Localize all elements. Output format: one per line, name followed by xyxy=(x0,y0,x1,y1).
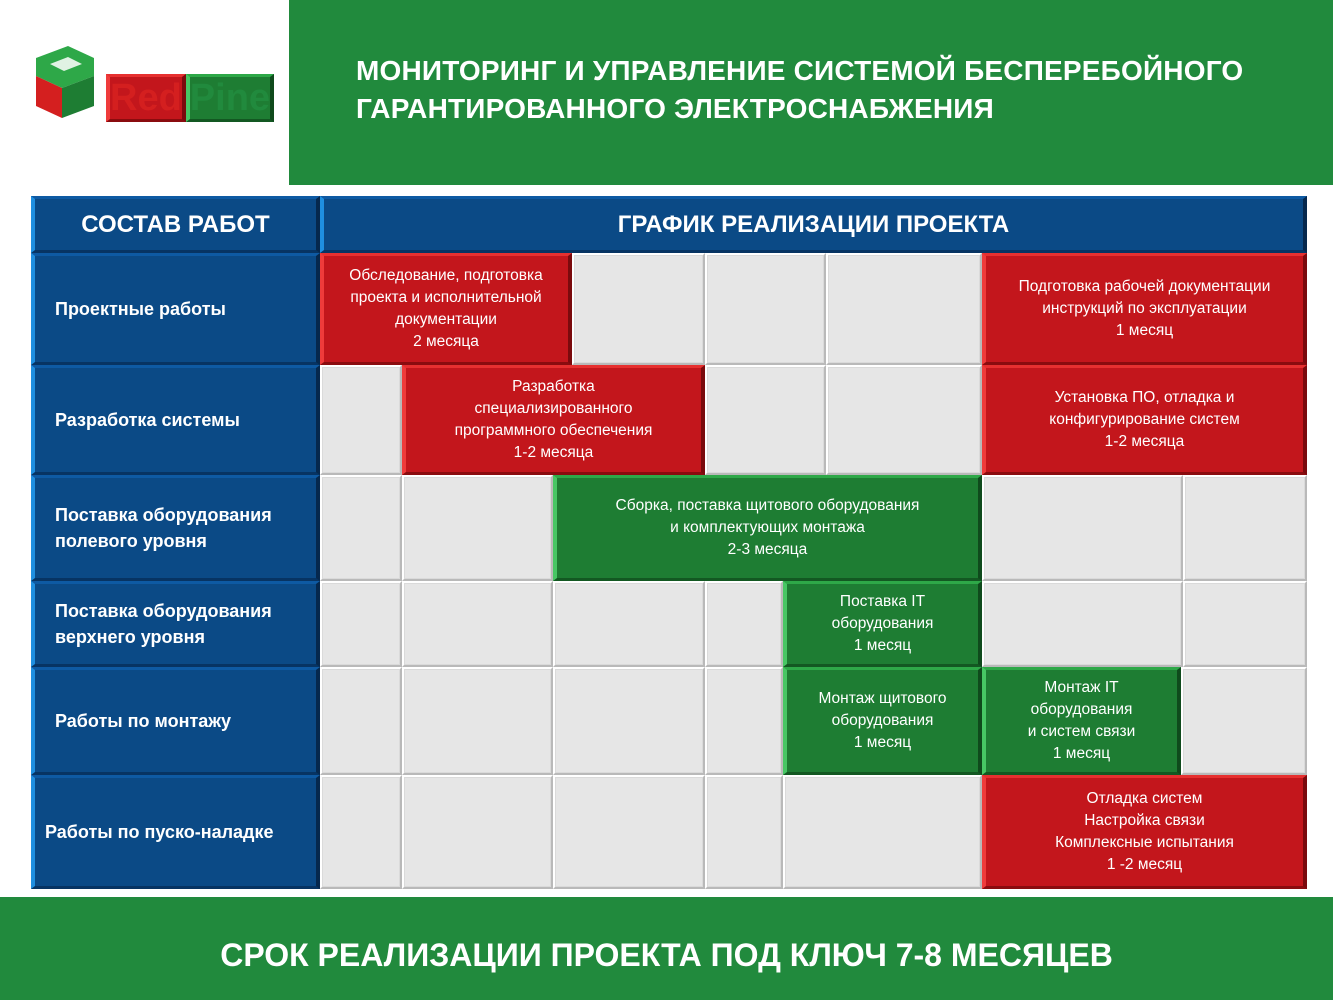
grid-cell xyxy=(826,365,982,475)
task-bar-software-setup: Установка ПО, отладка и конфигурирование систем 1-2 месяца xyxy=(982,365,1307,475)
grid-cell xyxy=(402,475,553,581)
grid-cell xyxy=(320,775,402,889)
row-label-top-equipment xyxy=(31,581,320,667)
redpine-logo xyxy=(28,40,278,130)
task-bar-panel-assembly: Сборка, поставка щитового оборудования и комплектующих монтажа 2-3 месяца xyxy=(553,475,982,581)
grid-cell xyxy=(553,667,705,775)
logo-text xyxy=(106,76,274,120)
grid-cell xyxy=(1183,475,1307,581)
grid-cell xyxy=(320,475,402,581)
page-title xyxy=(356,52,1306,128)
row-label-commissioning: Работы по пуско-наладке xyxy=(31,775,320,889)
grid-cell xyxy=(705,581,783,667)
grid-cell xyxy=(553,581,705,667)
row-label-development: Разработка системы xyxy=(31,365,320,475)
grid-cell xyxy=(572,253,705,365)
grid-cell xyxy=(783,775,982,889)
task-bar-survey: Обследование, подготовка проекта и исполнительной документации 2 месяца xyxy=(320,253,572,365)
row-label-top-equipment-text: Поставка оборудования верхнего уровня xyxy=(55,601,272,647)
grid-cell xyxy=(320,667,402,775)
grid-cell xyxy=(705,365,826,475)
row-label-field-equipment xyxy=(31,475,320,581)
footer-summary: СРОК РЕАЛИЗАЦИИ ПРОЕКТА ПОД КЛЮЧ 7-8 МЕСЯЦЕВ xyxy=(220,937,1113,973)
row-label-field-equipment-text: Поставка оборудования полевого уровня xyxy=(55,505,272,551)
column-header-works: СОСТАВ РАБОТ xyxy=(31,196,320,253)
grid-cell xyxy=(402,775,553,889)
task-bar-software-dev: Разработка специализированного программного обеспечения 1-2 месяца xyxy=(402,365,705,475)
grid-cell xyxy=(705,775,783,889)
task-bar-it-installation: Монтаж IT оборудования и систем связи 1 месяц xyxy=(982,667,1181,775)
redpine-logo-icon xyxy=(28,40,100,130)
page-title-line-1: МОНИТОРИНГ И УПРАВЛЕНИЕ СИСТЕМОЙ БЕСПЕРЕБОЙНОГО xyxy=(356,55,1244,86)
logo-text-red: Red xyxy=(106,74,186,122)
row-label-design: Проектные работы xyxy=(31,253,320,365)
row-label-installation: Работы по монтажу xyxy=(31,667,320,775)
grid-cell xyxy=(982,581,1183,667)
grid-cell xyxy=(402,667,553,775)
grid-cell xyxy=(402,581,553,667)
task-bar-working-docs: Подготовка рабочей документации инструкций по эксплуатации 1 месяц xyxy=(982,253,1307,365)
logo-text-green: Pine xyxy=(186,74,274,122)
grid-cell xyxy=(553,775,705,889)
grid-cell xyxy=(705,667,783,775)
grid-cell xyxy=(826,253,982,365)
grid-cell xyxy=(1181,667,1307,775)
grid-cell xyxy=(320,365,402,475)
grid-cell xyxy=(320,581,402,667)
task-bar-panel-installation: Монтаж щитового оборудования 1 месяц xyxy=(783,667,982,775)
grid-cell xyxy=(1183,581,1307,667)
column-header-schedule: ГРАФИК РЕАЛИЗАЦИИ ПРОЕКТА xyxy=(320,196,1307,253)
grid-cell xyxy=(705,253,826,365)
page-title-line-2: ГАРАНТИРОВАННОГО ЭЛЕКТРОСНАБЖЕНИЯ xyxy=(356,93,994,124)
grid-cell xyxy=(982,475,1183,581)
task-bar-it-delivery: Поставка IT оборудования 1 месяц xyxy=(783,581,982,667)
task-bar-commissioning: Отладка систем Настройка связи Комплексные испытания 1 -2 месяц xyxy=(982,775,1307,889)
